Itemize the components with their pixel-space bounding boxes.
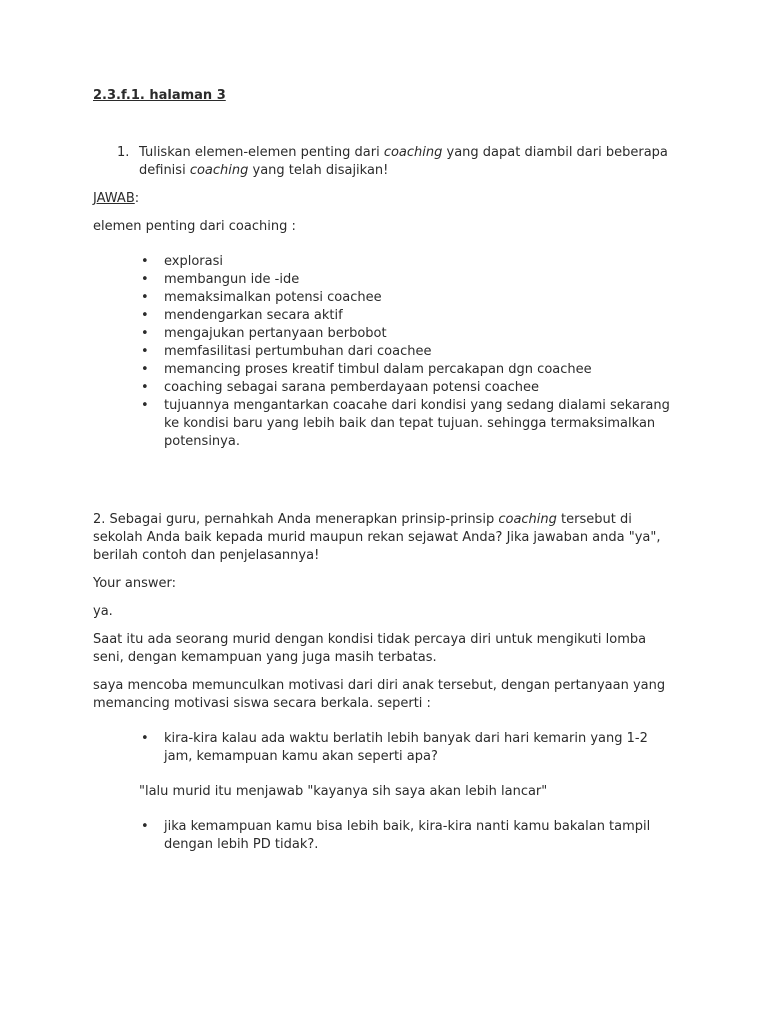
list-item [93,361,673,379]
list-item [93,730,673,766]
jawab-label: JAWAB [93,191,135,206]
bullet-icon: • [141,344,149,359]
list-item-text: explorasi [164,254,223,269]
list-item-text: membangun ide -ide [164,272,300,287]
question-2 [93,511,673,565]
question-2-italic: coaching [498,512,557,527]
list-item-text: memaksimalkan potensi coachee [164,290,382,305]
document-page [93,86,673,854]
question-1-italic-1: coaching [383,145,443,160]
bullet-icon: • [141,819,149,834]
section-heading: 2.3.f.1. halaman 3 [93,88,226,103]
bullet-icon: • [141,362,149,377]
jawab-colon: : [134,191,140,206]
bullet-icon: • [141,272,149,287]
bullet-icon: • [141,326,149,341]
bullet-icon: • [141,380,149,395]
jawab-line [93,190,673,208]
your-answer-label: Your answer: [93,576,176,591]
bullet-icon: • [141,731,149,746]
list-item-text: kira-kira kalau ada waktu berlatih lebih banyak dari hari kemarin yang 1-2 jam, kemampuan kamu akan seperti apa? [164,731,648,764]
question-list [93,144,673,180]
list-item [93,818,673,854]
list-item-text: jika kemampuan kamu bisa lebih baik, kira-kira nanti kamu bakalan tampil dengan lebih PD tidak?. [164,819,651,852]
list-item [93,325,673,343]
bullet-icon: • [141,398,149,413]
list-item [93,343,673,361]
list-item-text: memfasilitasi pertumbuhan dari coachee [164,344,432,359]
bullet-icon: • [141,290,149,305]
question-1-number: 1. [117,145,130,160]
question-1-italic-2: coaching [189,163,249,178]
elemen-list [93,253,673,451]
question-2-text-before: 2. Sebagai guru, pernahkah Anda menerapkan prinsip-prinsip [93,512,499,527]
list-item-text: mengajukan pertanyaan berbobot [164,326,387,341]
question-1-text-middle: yang dapat diambil dari beberapa definisi [139,145,668,178]
answer-paragraph-1: Saat itu ada seorang murid dengan kondisi tidak percaya diri untuk mengikuti lomba seni, dengan kemampuan yang juga masih terbatas. [93,632,647,665]
answer-quote: "lalu murid itu menjawab "kayanya sih saya akan lebih lancar" [139,784,548,799]
list-item [93,289,673,307]
list-item-text: mendengarkan secara aktif [164,308,343,323]
question-2-text-after: tersebut di sekolah Anda baik kepada murid maupun rekan sejawat Anda? Jika jawaban anda "ya", berilah contoh dan penjelasannya! [93,512,661,563]
question-1 [93,144,673,180]
elemen-intro: elemen penting dari coaching : [93,219,296,234]
list-item [93,397,673,451]
spacer [93,451,673,511]
list-item [93,271,673,289]
question-1-text-before: Tuliskan elemen-elemen penting dari [139,145,384,160]
bullet-icon: • [141,308,149,323]
list-item-text: memancing proses kreatif timbul dalam percakapan dgn coachee [164,362,592,377]
list-item-text: tujuannya mengantarkan coacahe dari kondisi yang sedang dialami sekarang ke kondisi baru yang lebih baik dan tepat tujuan. sehingga termaksimalkan potensinya. [164,398,670,449]
list-item-text: coaching sebagai sarana pemberdayaan potensi coachee [164,380,540,395]
answer-ya: ya. [93,604,113,619]
answer-paragraph-2: saya mencoba memunculkan motivasi dari diri anak tersebut, dengan pertanyaan yang memancing motivasi siswa secara berkala. seperti : [93,678,666,711]
list-item [93,307,673,325]
list-item [93,253,673,271]
bullet-icon: • [141,254,149,269]
list-item [93,379,673,397]
question-1-text-after: yang telah disajikan! [248,163,389,178]
answer-bullet-list-1 [93,730,673,766]
answer-bullet-list-2 [93,818,673,854]
